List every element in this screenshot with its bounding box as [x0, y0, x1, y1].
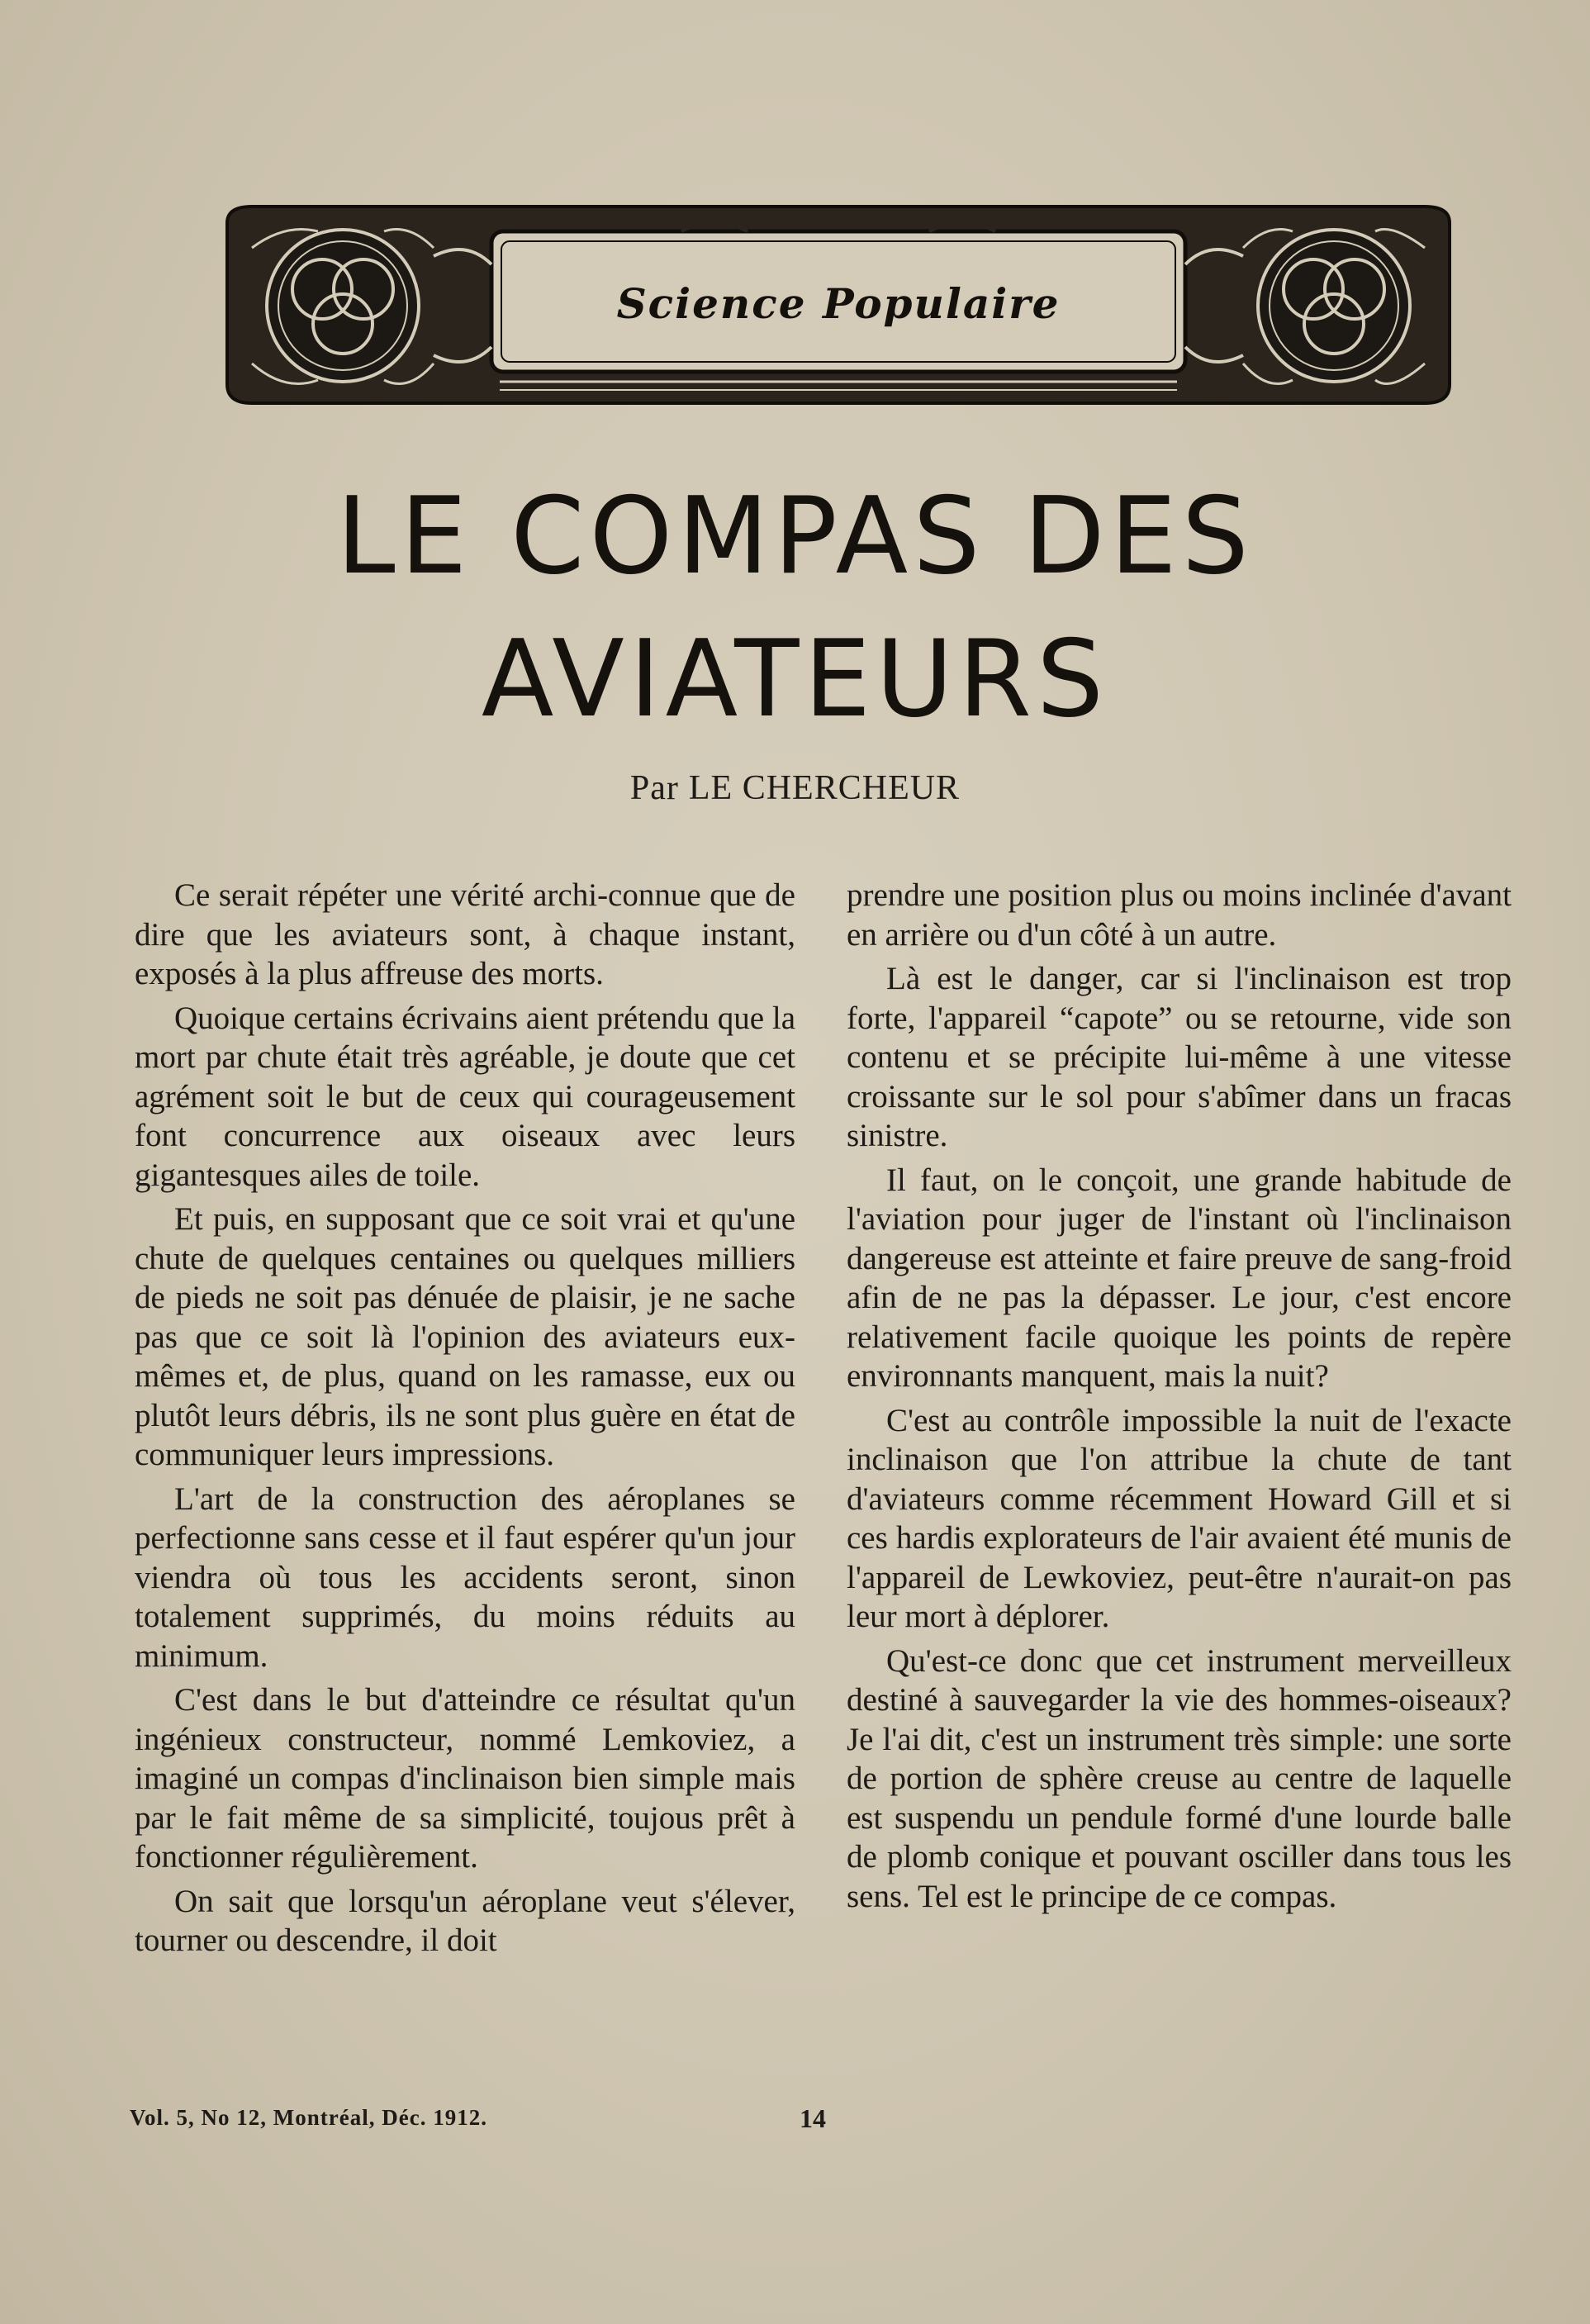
- paragraph: Là est le danger, car si l'inclinaison est trop forte, l'appareil “capote” ou se retourne, vide son contenu et se précipite lui-même à une vitesse croissante sur le sol pour s'abîmer dans un fracas sinistre.: [847, 961, 1512, 1153]
- paragraph: Qu'est-ce donc que cet instrument merveilleux destiné à sauvegarder la vie des hommes-oiseaux? Je l'ai dit, c'est un instrument très simple: une sorte de portion de sphère creuse au centre de laquelle est suspendu un pendule formé d'une lourde balle de plomb conique et pouvant osciller dans tous les sens. Tel est le principe de ce compas.: [847, 1642, 1512, 1914]
- paragraph: Il faut, on le conçoit, une grande habitude de l'aviation pour juger de l'instant où l'inclinaison dangereuse est atteinte et faire preuve de sang-froid afin de ne pas la dépasser. Le jour, c'est encore relativement facile quoique les points de repère environnants manquent, mais la nuit?: [847, 1162, 1512, 1394]
- paragraph: C'est dans le but d'atteindre ce résultat qu'un ingénieux constructeur, nommé Lemkoviez, a imaginé un compas d'inclinaison bien simple mais par le fait même de sa simplicité, toujous prêt à fonctionner régulièrement.: [135, 1682, 795, 1875]
- section-label: Science Populaire: [616, 279, 1061, 328]
- paragraph: L'art de la construction des aéroplanes se perfectionne sans cesse et il faut espérer qu'un jour viendra où tous les accidents seront, sinon totalement supprimés, du moins réduits au minimum.: [135, 1480, 795, 1674]
- paragraph: Quoique certains écrivains aient prétendu que la mort par chute était très agréable, je doute que cet agrément soit le but de ceux qui courageusement font concurrence aux oiseaux avec leurs gigantesques ailes de toile.: [135, 1000, 795, 1193]
- paragraph-continuation: prendre une position plus ou moins inclinée d'avant en arrière ou d'un côté à un autre.: [847, 877, 1512, 953]
- issue-info: Vol. 5, No 12, Montréal, Déc. 1912.: [130, 2105, 487, 2130]
- section-banner: [219, 198, 1458, 413]
- paragraph: Ce serait répéter une vérité archi-connue que de dire que les aviateurs sont, à chaque instant, exposés à la plus affreuse des morts.: [135, 877, 795, 991]
- paragraph: C'est au contrôle impossible la nuit de l'exacte inclinaison que l'on attribue la chute de tant d'aviateurs comme récemment Howard Gill et si ces hardis explorateurs de l'air avaient été munis de l'appareil de Lewkoviez, peut-être n'aurait-on pas leur mort à déplorer.: [847, 1402, 1512, 1634]
- paragraph: On sait que lorsqu'un aéroplane veut s'élever, tourner ou descendre, il doit: [135, 1883, 795, 1958]
- page-number: 14: [800, 2103, 826, 2133]
- right-column: [847, 876, 1512, 1921]
- paragraph: Et puis, en supposant que ce soit vrai et qu'une chute de quelques centaines ou quelques milliers de pieds ne soit pas dénuée de plaisir, je ne sache pas que ce soit là l'opinion des aviateurs eux-mêmes et, de plus, quand on les ramasse, eux ou plutôt leurs débris, ils ne sont plus guère en état de communiquer leurs impressions.: [135, 1201, 795, 1472]
- article-title-line-2: AVIATEURS: [481, 618, 1109, 741]
- left-column: [135, 876, 795, 1965]
- byline-prefix: Par: [629, 769, 679, 807]
- byline: [0, 768, 1590, 808]
- article-title-line-1: LE COMPAS DES: [336, 475, 1254, 598]
- byline-author: LE CHERCHEUR: [688, 769, 961, 807]
